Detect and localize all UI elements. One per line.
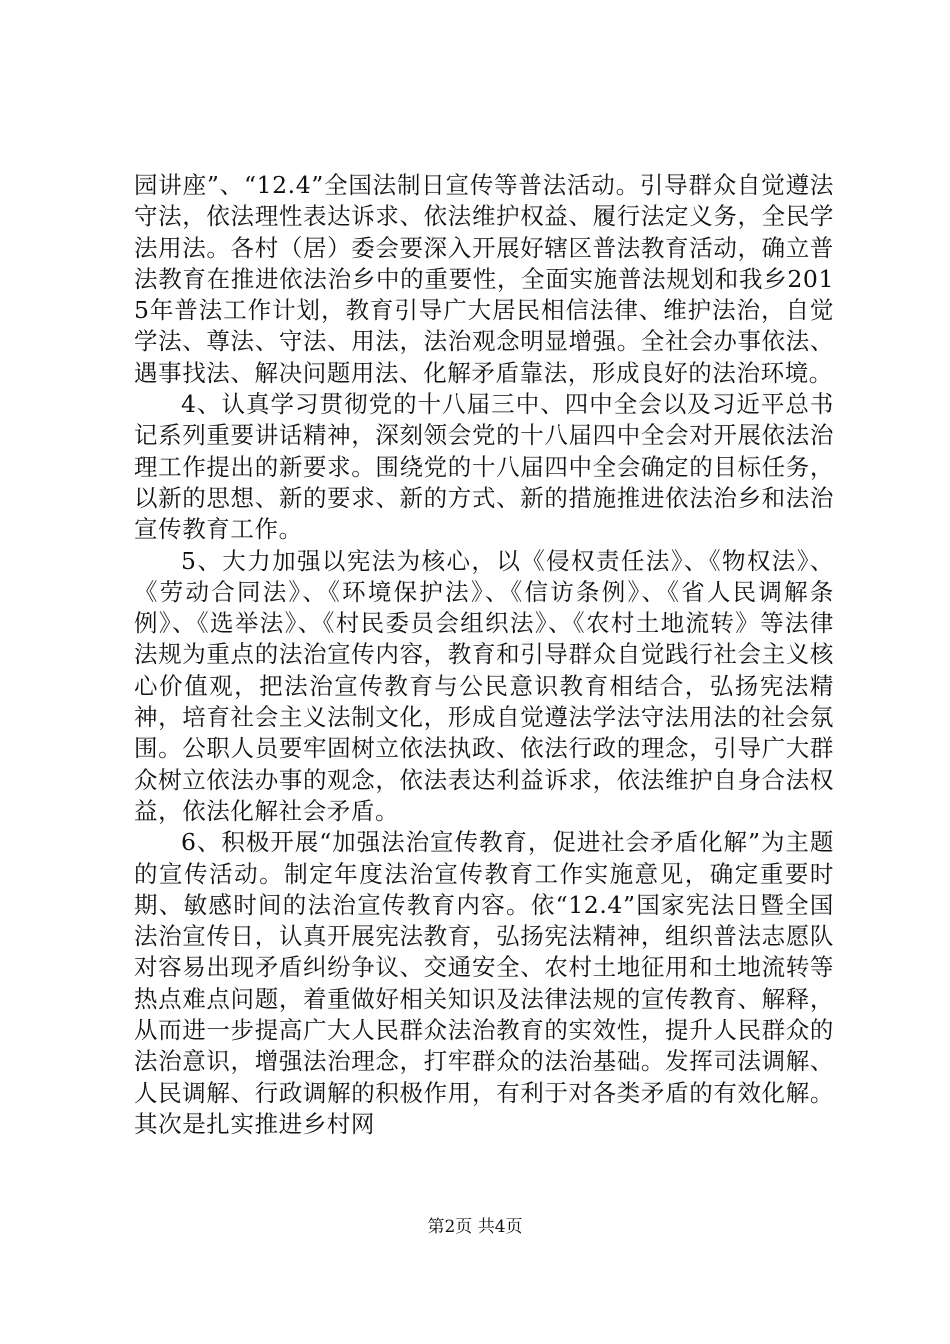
document-body <box>134 170 834 1140</box>
paragraph-continuation: 园讲座”、“12.4”全国法制日宣传等普法活动。引导群众自觉遵法守法，依法理性表达诉求、依法维护权益、履行法定义务，全民学法用法。各村（居）委会要深入开展好辖区普法教育活动，确立普法教育在推进依法治乡中的重要性，全面实施普法规划和我乡2015年普法工作计划，教育引导广大居民相信法律、维护法治，自觉学法、尊法、守法、用法，法治观念明显增强。全社会办事依法、遇事找法、解决问题用法、化解矛盾靠法，形成良好的法治环境。 <box>134 171 834 387</box>
paragraph-item-4: 4、认真学习贯彻党的十八届三中、四中全会以及习近平总书记系列重要讲话精神，深刻领会党的十八届四中全会对开展依法治理工作提出的新要求。围绕党的十八届四中全会确定的目标任务，以新的思想、新的要求、新的方式、新的措施推进依法治乡和法治宣传教育工作。 <box>134 390 834 544</box>
paragraph-item-6: 6、积极开展“加强法治宣传教育，促进社会矛盾化解”为主题的宣传活动。制定年度法治宣传教育工作实施意见，确定重要时期、敏感时间的法治宣传教育内容。依“12.4”国家宪法日暨全国法治宣传日，认真开展宪法教育，弘扬宪法精神，组织普法志愿队对容易出现矛盾纠纷争议、交通安全、农村土地征用和土地流转等热点难点问题，着重做好相关知识及法律法规的宣传教育、解释，从而进一步提高广大人民群众法治教育的实效性，提升人民群众的法治意识，增强法治理念，打牢群众的法治基础。发挥司法调解、人民调解、行政调解的积极作用，有利于对各类矛盾的有效化解。其次是扎实推进乡村网 <box>134 828 834 1138</box>
page-number-footer: 第2页 共4页 <box>427 1217 523 1237</box>
paragraph-item-5: 5、大力加强以宪法为核心，以《侵权责任法》、《物权法》、《劳动合同法》、《环境保护法》、《信访条例》、《省人民调解条例》、《选举法》、《村民委员会组织法》、《农村土地流转》等法律法规为重点的法治宣传内容，教育和引导群众自觉践行社会主义核心价值观，把法治宣传教育与公民意识教育相结合，弘扬宪法精神，培育社会主义法制文化，形成自觉遵法学法守法用法的社会氛围。公职人员要牢固树立依法执政、依法行政的理念，引导广大群众树立依法办事的观念，依法表达利益诉求，依法维护自身合法权益，依法化解社会矛盾。 <box>134 546 834 825</box>
